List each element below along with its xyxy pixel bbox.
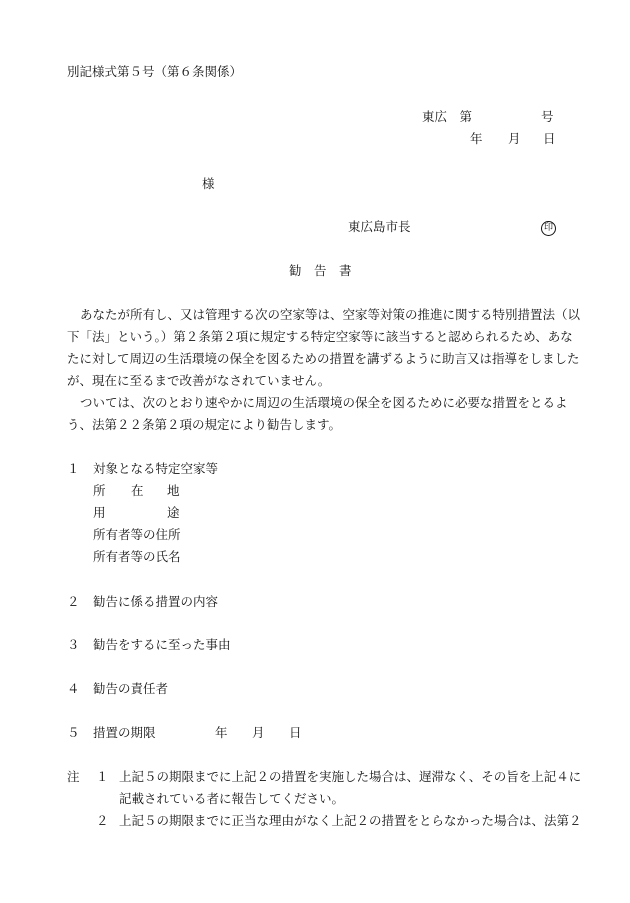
body-line: が、現在に至るまで改善がなされていません。 (67, 373, 331, 388)
doc-number-prefix: 東広 第 (422, 109, 473, 124)
document-title: 勧 告 書 (289, 263, 352, 278)
date-year: 年 (470, 131, 483, 146)
item2-label: 勧告に係る措置の内容 (93, 594, 219, 609)
item1-label: 対象となる特定空家等 (93, 461, 219, 476)
use-label-2: 途 (167, 505, 180, 520)
deadline-month: 月 (252, 725, 265, 740)
body-line: ついては、次のとおり速やかに周辺の生活環境の保全を図るために必要な措置をとるよ (80, 395, 568, 410)
location-label-1: 所 (93, 483, 106, 498)
owner-name-label: 所有者等の氏名 (93, 549, 181, 564)
note1-number: １ (96, 769, 109, 784)
note1-line: 上記５の期限までに上記２の措置を実施した場合は、遅滞なく、その旨を上記４に (119, 769, 582, 784)
notes-label: 注 (67, 769, 80, 784)
seal-icon: 印 (541, 221, 556, 236)
owner-address-label: 所有者等の住所 (93, 527, 181, 542)
item3-number: ３ (67, 637, 80, 652)
location-label-3: 地 (167, 483, 180, 498)
body-line: たに対して周辺の生活環境の保全を図るための措置を講ずるように助言又は指導をしました (67, 351, 580, 366)
doc-number-suffix: 号 (541, 109, 554, 124)
date-month: 月 (508, 131, 521, 146)
item4-number: ４ (67, 681, 80, 696)
item2-number: ２ (67, 594, 80, 609)
issuer: 東広島市長 (348, 219, 411, 234)
item5-number: ５ (67, 725, 80, 740)
use-label-1: 用 (93, 505, 106, 520)
deadline-year: 年 (215, 725, 228, 740)
note1-line: 記載されている者に報告してください。 (119, 791, 345, 806)
body-line: う、法第２２条第２項の規定により勧告します。 (67, 417, 342, 432)
item4-label: 勧告の責任者 (93, 681, 169, 696)
addressee-suffix: 様 (202, 176, 215, 191)
seal-mark (541, 220, 556, 236)
item5-label: 措置の期限 (93, 725, 156, 740)
item1-number: １ (67, 461, 80, 476)
item3-label: 勧告をするに至った事由 (93, 637, 231, 652)
deadline-day: 日 (289, 725, 302, 740)
body-line: あなたが所有し、又は管理する次の空家等は、空家等対策の推進に関する特別措置法（以 (80, 307, 581, 322)
form-label: 別記様式第５号（第６条関係） (67, 64, 243, 79)
location-label-2: 在 (131, 483, 144, 498)
note2-number: ２ (96, 813, 109, 828)
body-line: 下「法」という。）第２条第２項に規定する特定空家等に該当すると認められるため、あな (67, 329, 573, 344)
date-day: 日 (543, 131, 556, 146)
note2-line: 上記５の期限までに正当な理由がなく上記２の措置をとらなかった場合は、法第２ (119, 813, 582, 828)
